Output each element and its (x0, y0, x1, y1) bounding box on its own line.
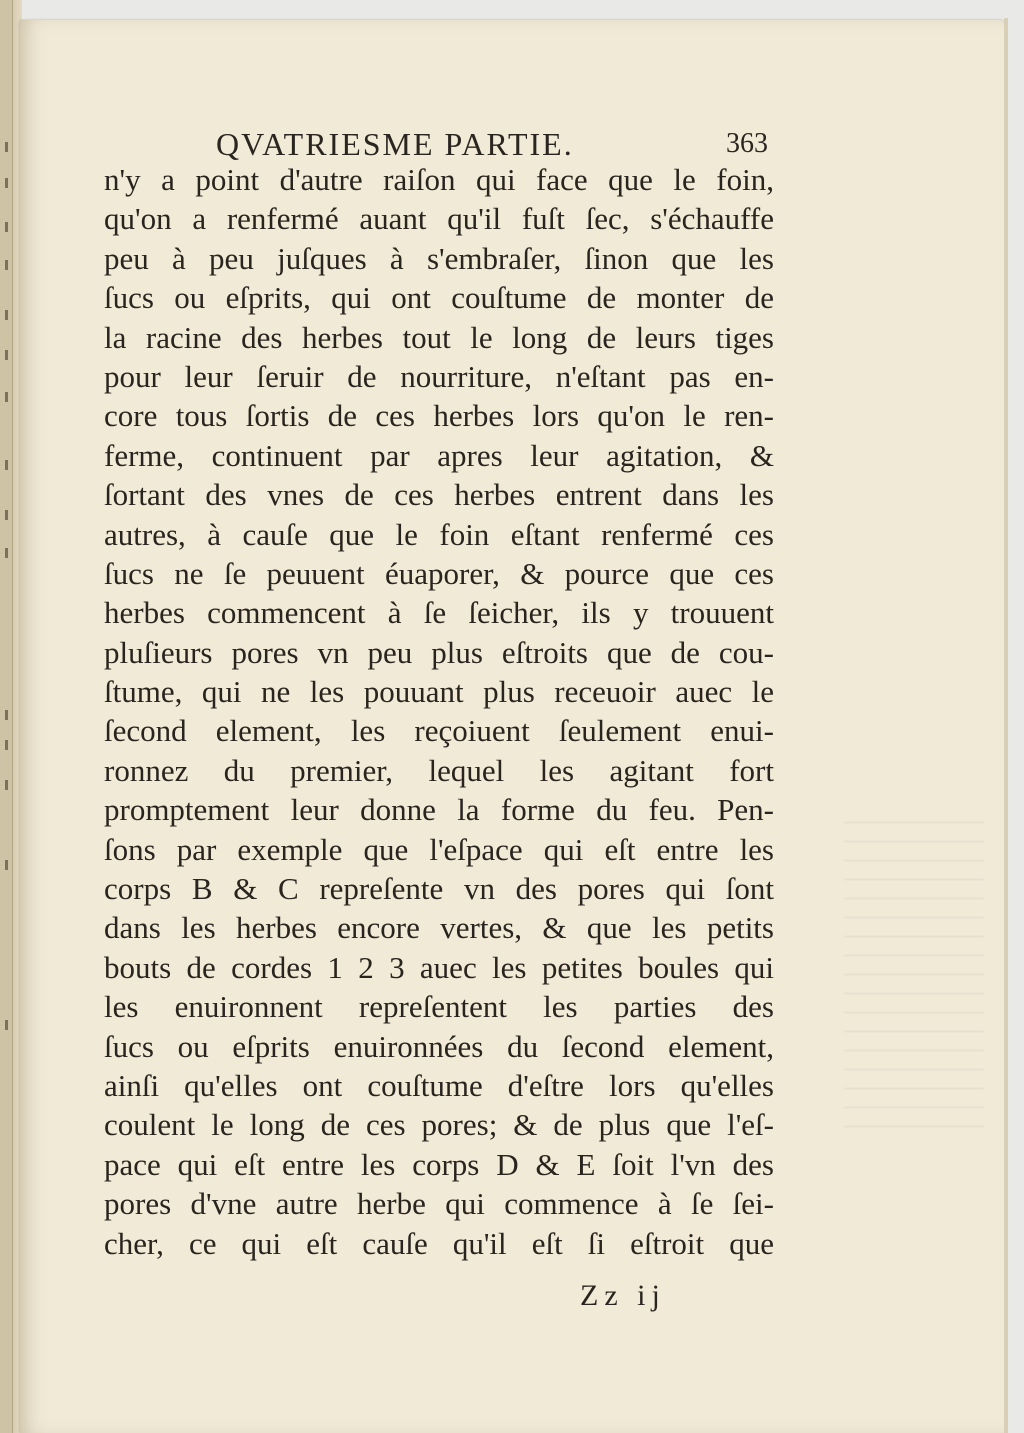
text-line: herbes commencent à ſe ſeicher, ils y trouuent (104, 595, 774, 631)
ink-bleed-through (844, 810, 984, 1140)
text-line: ſucs ne ſe peuuent éuaporer, & pource que ces (104, 555, 774, 591)
text-line: ſucs ou eſprits, qui ont couſtume de monter de (104, 280, 774, 316)
text-line: bouts de cordes 1 2 3 auec les petites boules qui (104, 949, 774, 985)
text-line: cher, ce qui eſt cauſe qu'il eſt ſi eſtroit que (104, 1225, 774, 1261)
text-line: peu à peu juſques à s'embraſer, ſinon que les (104, 240, 774, 276)
text-line: ronnez du premier, lequel les agitant fort (104, 752, 774, 788)
text-line: la racine des herbes tout le long de leurs tiges (104, 319, 774, 355)
text-line: ſtume, qui ne les pouuant plus receuoir auec le (104, 674, 774, 710)
book-page (20, 20, 1004, 1433)
text-line: core tous ſortis de ces herbes lors qu'on le ren- (104, 398, 774, 434)
previous-page-bleed-marks (3, 130, 13, 1050)
text-line: pour leur ſeruir de nourriture, n'eſtant pas en- (104, 358, 774, 394)
text-line: pluſieurs pores vn peu plus eſtroits que de cou- (104, 634, 774, 670)
text-line: coulent le long de ces pores; & de plus que l'eſ- (104, 1107, 774, 1143)
text-line: ferme, continuent par apres leur agitation, & (104, 437, 774, 473)
text-line: qu'on a renfermé auant qu'il fuſt ſec, s'échauffe (104, 201, 774, 237)
text-line: ainſi qu'elles ont couſtume d'eſtre lors qu'elles (104, 1067, 774, 1103)
text-line: ſucs ou eſprits enuironnées du ſecond element, (104, 1028, 774, 1064)
page-fore-edge (1004, 18, 1008, 1433)
signature-mark: Zz ij (580, 1279, 666, 1312)
text-line: ſortant des vnes de ces herbes entrent dans les (104, 477, 774, 513)
text-line: ſecond element, les reçoiuent ſeulement enui- (104, 713, 774, 749)
page-number: 363 (726, 128, 768, 159)
text-line: autres, à cauſe que le foin eſtant renfermé ces (104, 516, 774, 552)
running-head-title: QVATRIESME PARTIE. (216, 126, 574, 162)
running-head (20, 124, 1004, 164)
text-line: ſons par exemple que l'eſpace qui eſt entre les (104, 831, 774, 867)
text-line: n'y a point d'autre raiſon qui face que le foin, (104, 162, 774, 197)
body-text (104, 160, 774, 1263)
text-line: promptement leur donne la forme du feu. Pen- (104, 792, 774, 828)
text-line: les enuironnent repreſentent les parties des (104, 989, 774, 1025)
text-line: dans les herbes encore vertes, & que les petits (104, 910, 774, 946)
text-line: pace qui eſt entre les corps D & E ſoit l'vn des (104, 1146, 774, 1182)
text-line: corps B & C repreſente vn des pores qui ſont (104, 871, 774, 907)
text-line: pores d'vne autre herbe qui commence à ſe ſei- (104, 1186, 774, 1222)
